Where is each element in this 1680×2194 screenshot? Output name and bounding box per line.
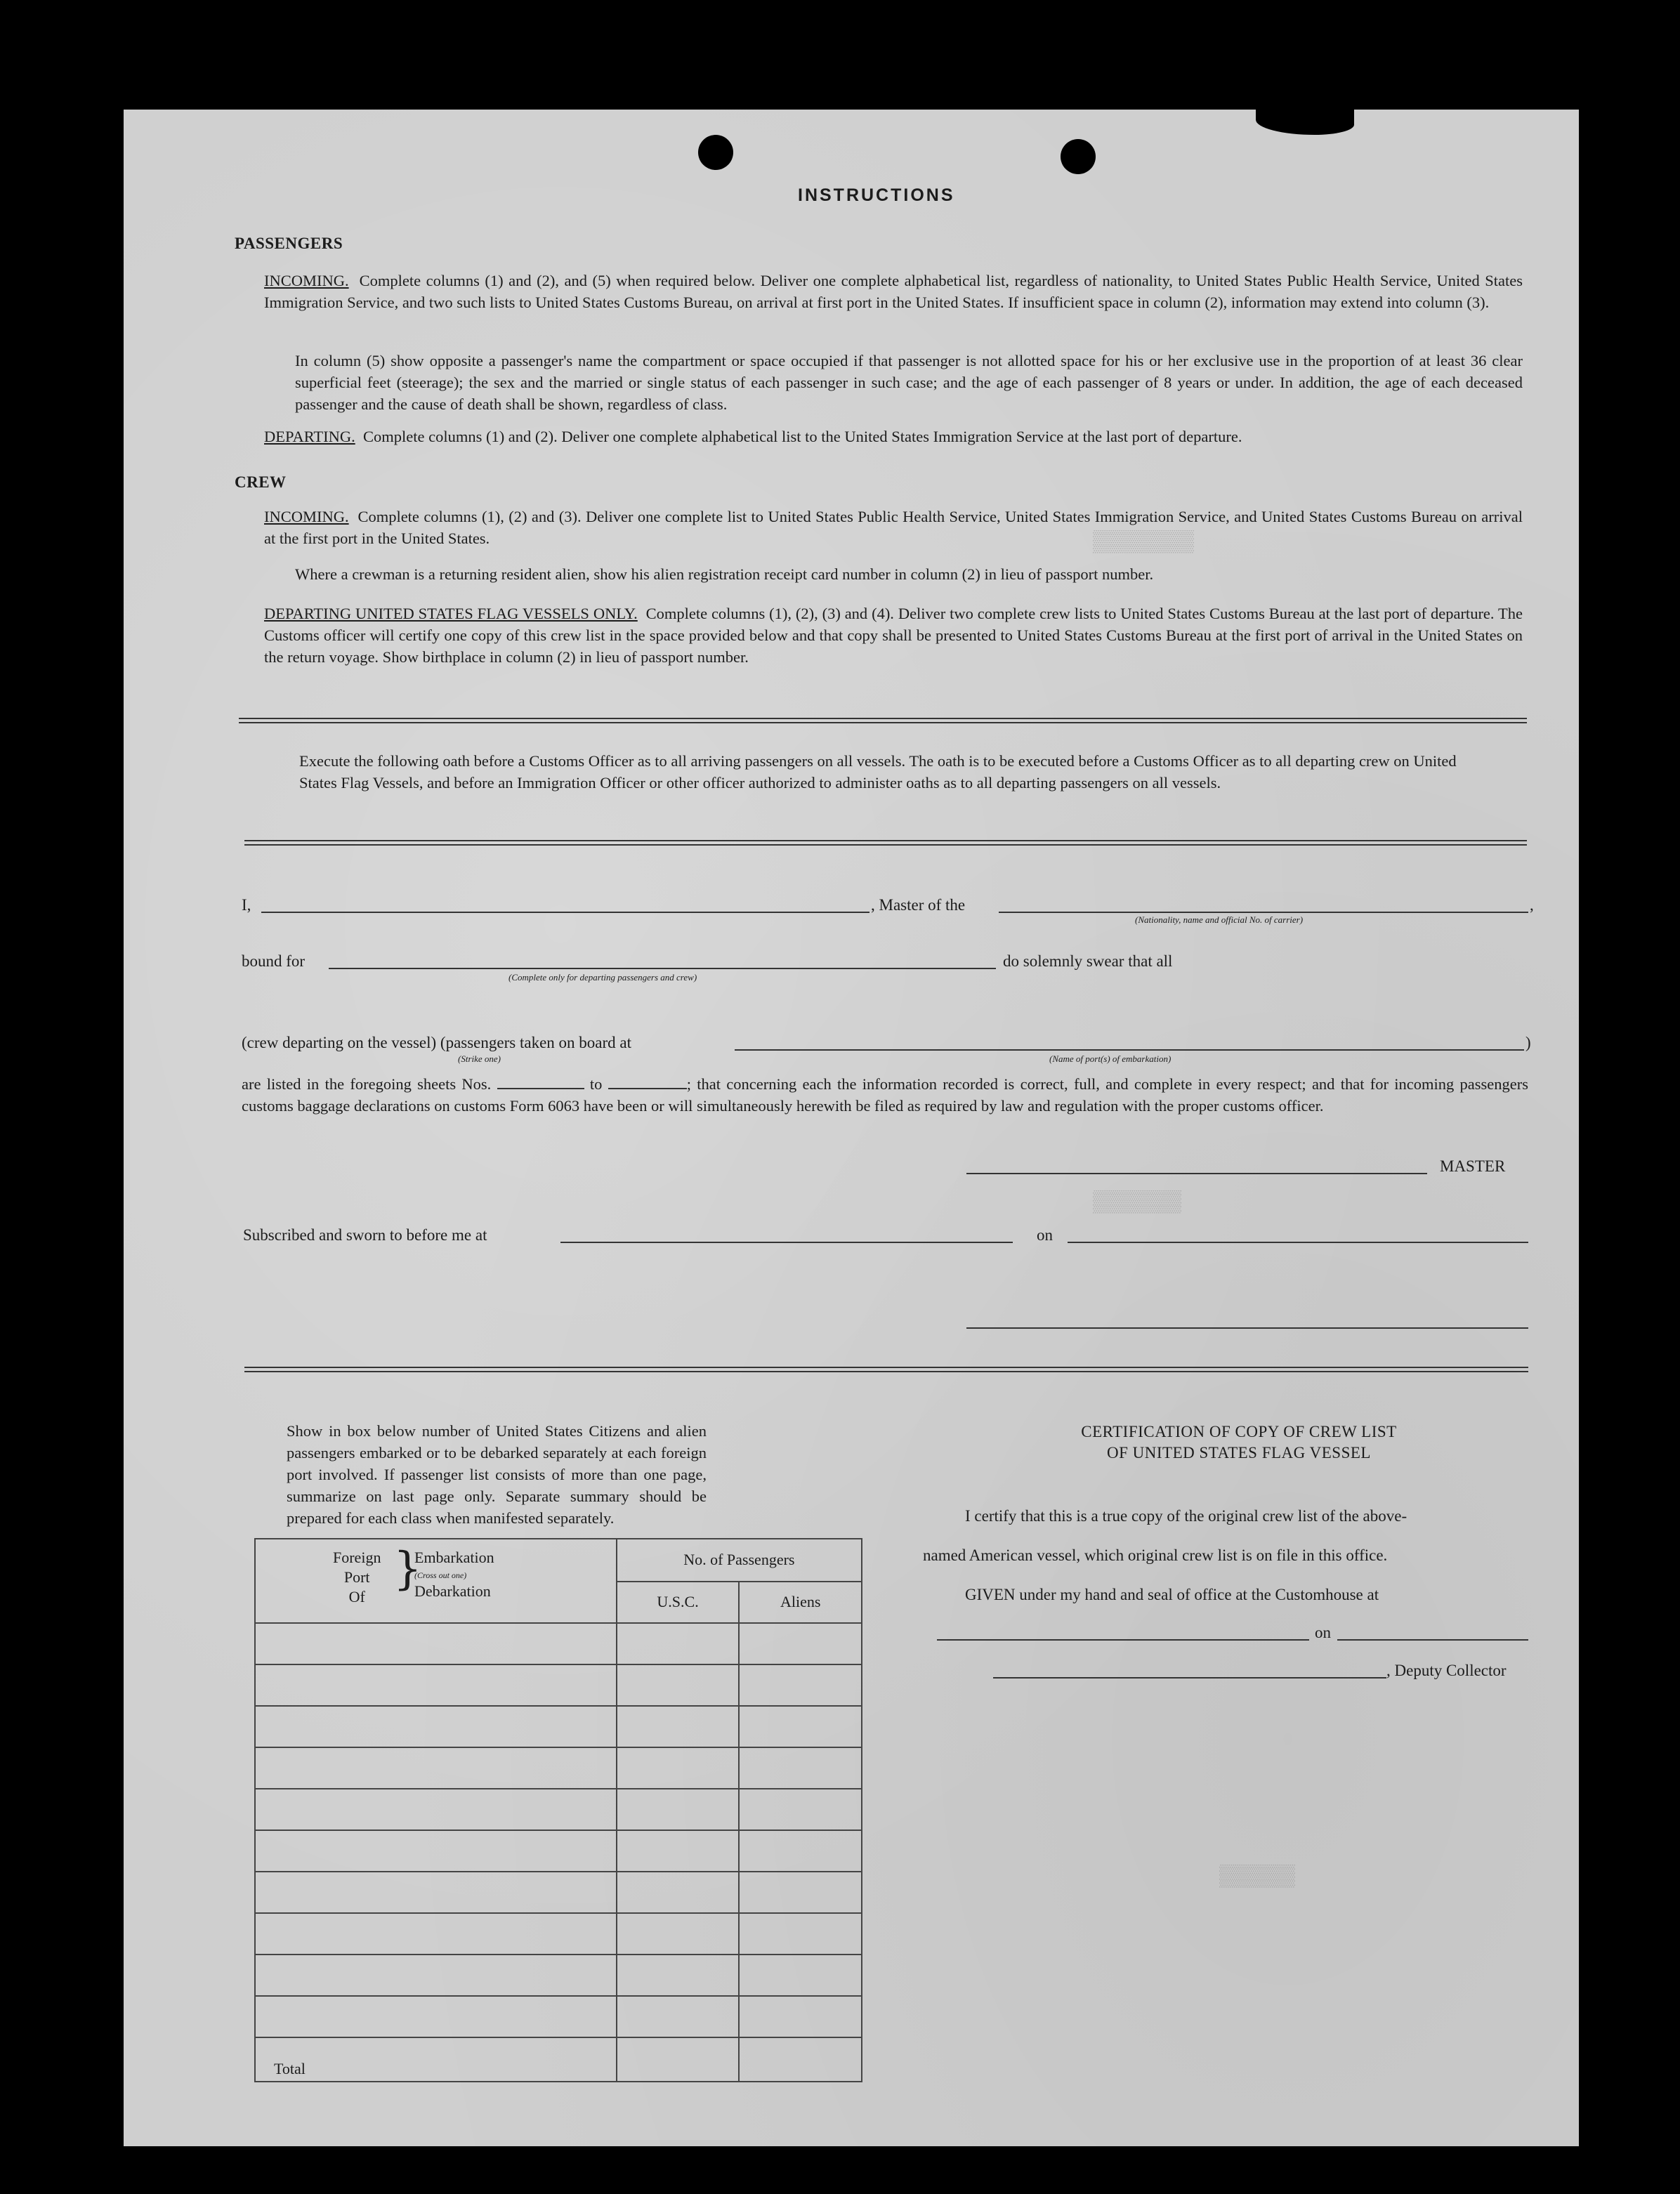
aliens-cell[interactable]: [739, 1747, 862, 1789]
page-title: INSTRUCTIONS: [798, 185, 955, 205]
officer-signature-field[interactable]: [966, 1327, 1528, 1329]
certification-date-field[interactable]: [1337, 1639, 1528, 1641]
passengers-heading: PASSENGERS: [235, 235, 343, 252]
port-cell[interactable]: [255, 1706, 617, 1747]
sheet-to-field[interactable]: [608, 1075, 687, 1089]
port-cell[interactable]: [255, 1664, 617, 1706]
bleed-through: ▒▒▒▒▒▒▒: [1093, 1191, 1182, 1215]
comma: ,: [1530, 896, 1534, 914]
subscribed-label: Subscribed and sworn to before me at: [243, 1226, 487, 1244]
passengers-incoming: [264, 270, 1523, 313]
usc-cell[interactable]: [617, 1872, 740, 1913]
aliens-cell[interactable]: [739, 1996, 862, 2037]
passengers-incoming-label: INCOMING.: [264, 272, 349, 289]
debarkation-label: Debarkation: [414, 1582, 491, 1600]
punch-hole-right: [1061, 139, 1096, 174]
sworn-at-field[interactable]: [560, 1242, 1013, 1243]
listed-prefix: are listed in the foregoing sheets Nos.: [242, 1075, 492, 1093]
usc-cell[interactable]: [617, 1789, 740, 1830]
table-row: [255, 1872, 862, 1913]
foreign-label: Foreign: [333, 1549, 381, 1566]
bound-for-field[interactable]: [329, 968, 996, 969]
port-note: (Name of port(s) of embarkation): [1049, 1053, 1172, 1064]
aliens-cell[interactable]: [739, 1955, 862, 1996]
table-row: [255, 1830, 862, 1872]
table-row: [255, 1955, 862, 1996]
summary-instructions: Show in box below number of United States Citizens and alien passengers embarked or to be debarked separately at each foreign port involved. If passenger list consists of more than one page, summarize on last page only. Separate summary should be prepared for each class when manifested separately.: [287, 1422, 707, 1527]
carrier-note: (Nationality, name and official No. of carrier): [1135, 914, 1304, 925]
certification-on-label: on: [1315, 1624, 1331, 1641]
usc-cell[interactable]: [617, 1955, 740, 1996]
total-aliens-cell[interactable]: [739, 2037, 862, 2082]
brace-glyph: }: [393, 1543, 422, 1595]
master-name-field[interactable]: [261, 912, 869, 913]
usc-header: U.S.C.: [617, 1582, 740, 1624]
usc-cell[interactable]: [617, 1706, 740, 1747]
swear-label: do solemnly swear that all: [1003, 952, 1173, 970]
port-cell[interactable]: [255, 1872, 617, 1913]
embarkation-label: Embarkation: [414, 1549, 494, 1566]
sworn-on-label: on: [1037, 1226, 1053, 1244]
aliens-cell[interactable]: [739, 1872, 862, 1913]
strike-one-note: (Strike one): [458, 1053, 501, 1064]
aliens-header: Aliens: [739, 1582, 862, 1624]
crew-incoming-label: INCOMING.: [264, 508, 349, 525]
table-row: [255, 1706, 862, 1747]
passenger-summary-table: [254, 1538, 862, 2082]
crew-departing-text: Complete columns (1), (2), (3) and (4). Deliver two complete crew lists to United States Customs Bureau at the last port of departure. The Customs officer will certify one copy of this crew list in the space provided below and that copy shall be presented to United States Customs Bureau at the first port of arrival in the United States on the return voyage. Show birthplace in column (2) in lieu of passport number.: [264, 605, 1523, 666]
crew-departing-label: DEPARTING UNITED STATES FLAG VESSELS ONLY.: [264, 605, 638, 622]
table-header-row: [255, 1539, 862, 1582]
port-cell[interactable]: [255, 1955, 617, 1996]
passengers-departing-text: Complete columns (1) and (2). Deliver one complete alphabetical list to the United States Immigration Service at the last port of departure.: [362, 428, 1242, 445]
deputy-collector-signature-field[interactable]: [993, 1677, 1386, 1679]
passengers-incoming-text: Complete columns (1) and (2), and (5) when required below. Deliver one complete alphabetical list, regardless of nationality, to United States Public Health Service, United States Immigration Service, and two such lists to United States Customs Bureau, on arrival at first port in the United States. If insufficient space in column (2), information may extend into column (3).: [264, 272, 1523, 311]
table-row: [255, 1623, 862, 1664]
port-cell[interactable]: [255, 1789, 617, 1830]
usc-cell[interactable]: [617, 1913, 740, 1955]
close-paren: ): [1525, 1034, 1531, 1051]
certification-text1: I certify that this is a true copy of the original crew list of the above-: [965, 1507, 1407, 1525]
listed-to: to: [589, 1075, 603, 1093]
usc-cell[interactable]: [617, 1664, 740, 1706]
usc-cell[interactable]: [617, 1830, 740, 1872]
deputy-collector-label: , Deputy Collector: [1386, 1662, 1507, 1679]
customhouse-field[interactable]: [937, 1639, 1309, 1641]
certification-text2: named American vessel, which original crew list is on file in this office.: [923, 1546, 1388, 1564]
aliens-cell[interactable]: [739, 1664, 862, 1706]
no-of-passengers-header: No. of Passengers: [617, 1539, 862, 1582]
aliens-cell[interactable]: [739, 1623, 862, 1664]
aliens-cell[interactable]: [739, 1789, 862, 1830]
port-header-cell: [255, 1539, 617, 1623]
listed-rest: ; that concerning each the information recorded is correct, full, and complete in every respect; and that for incoming passengers customs baggage declarations on customs Form 6063 have been or will simultaneously herewith be filed as required by law and regulation with the proper customs officer.: [242, 1075, 1529, 1115]
of-label: Of: [348, 1588, 365, 1605]
bound-note: (Complete only for departing passengers and crew): [508, 972, 697, 983]
crew-incoming-text: Complete columns (1), (2) and (3). Deliver one complete list to United States Public Health Service, United States Immigration Service, and United States Customs Bureau on arrival at the first port in the United States.: [264, 508, 1523, 547]
foreign-port-of: [333, 1548, 381, 1607]
total-usc-cell[interactable]: [617, 2037, 740, 2082]
passengers-column5: In column (5) show opposite a passenger's name the compartment or space occupied if that passenger is not allotted space for his or her exclusive use in the proportion of at least 36 clear superficial feet (steerage); the sex and the married or single status of each passenger in such case; and the age of each passenger of 8 years or under. In addition, the age of each deceased passenger and the cause of death shall be shown, regardless of class.: [295, 352, 1523, 413]
aliens-cell[interactable]: [739, 1830, 862, 1872]
listed-paragraph: [242, 1073, 1528, 1117]
bleed-through: ▒▒▒▒▒▒▒▒: [1093, 531, 1195, 555]
usc-cell[interactable]: [617, 1623, 740, 1664]
divider: [244, 1367, 1528, 1372]
oath-i-label: I,: [242, 896, 251, 914]
usc-cell[interactable]: [617, 1996, 740, 2037]
table-row: [255, 1664, 862, 1706]
port-label: Port: [343, 1568, 370, 1586]
table-row: [255, 1747, 862, 1789]
crew-departing: [264, 603, 1523, 668]
torn-edge: [1256, 110, 1354, 135]
document-page: [124, 110, 1579, 2146]
table-row: [255, 1913, 862, 1955]
crew-heading: CREW: [235, 473, 287, 491]
divider: [244, 840, 1527, 846]
passengers-departing-label: DEPARTING.: [264, 428, 355, 445]
master-of-the-label: , Master of the: [871, 896, 966, 914]
port-cell[interactable]: [255, 1913, 617, 1955]
total-row: [255, 2037, 862, 2082]
usc-cell[interactable]: [617, 1747, 740, 1789]
table-row: [255, 1789, 862, 1830]
certification-text3: GIVEN under my hand and seal of office at the Customhouse at: [965, 1586, 1379, 1603]
certification-title: [1035, 1421, 1443, 1464]
sworn-on-field[interactable]: [1068, 1242, 1528, 1243]
passengers-departing: [264, 426, 1523, 447]
crew-resident-alien: Where a crewman is a returning resident alien, show his alien registration receipt card number in column (2) in lieu of passport number.: [295, 565, 1154, 583]
punch-hole-left: [698, 135, 733, 170]
master-signature-field[interactable]: [966, 1173, 1427, 1174]
crew-incoming: [264, 506, 1523, 549]
port-cell[interactable]: [255, 1830, 617, 1872]
bound-for-label: bound for: [242, 952, 306, 970]
certification-title-line1: CERTIFICATION OF COPY OF CREW LIST: [1081, 1423, 1397, 1440]
aliens-cell[interactable]: [739, 1706, 862, 1747]
carrier-field[interactable]: [999, 912, 1528, 913]
embarkation-port-field[interactable]: [735, 1049, 1524, 1051]
certification-title-line2: OF UNITED STATES FLAG VESSEL: [1107, 1444, 1371, 1461]
port-cell[interactable]: [255, 1747, 617, 1789]
port-cell[interactable]: [255, 1623, 617, 1664]
oath-intro: Execute the following oath before a Customs Officer as to all arriving passengers on all vessels. The oath is to be executed before a Customs Officer as to all departing crew on United States Flag Vessels, and before an Immigration Officer or other officer authorized to administer oaths as to all departing passengers on all vessels.: [299, 752, 1457, 791]
port-cell[interactable]: [255, 1996, 617, 2037]
crew-passengers-label: (crew departing on the vessel) (passengers taken on board at: [242, 1034, 631, 1051]
embark-debark: [414, 1548, 494, 1600]
bleed-through: ▒▒▒▒▒▒: [1219, 1865, 1296, 1889]
master-label: MASTER: [1440, 1157, 1506, 1175]
aliens-cell[interactable]: [739, 1913, 862, 1955]
total-label: Total: [255, 2037, 617, 2082]
cross-out-note: (Cross out one): [414, 1570, 467, 1580]
sheet-from-field[interactable]: [497, 1075, 584, 1089]
table-row: [255, 1996, 862, 2037]
divider: [239, 718, 1527, 723]
